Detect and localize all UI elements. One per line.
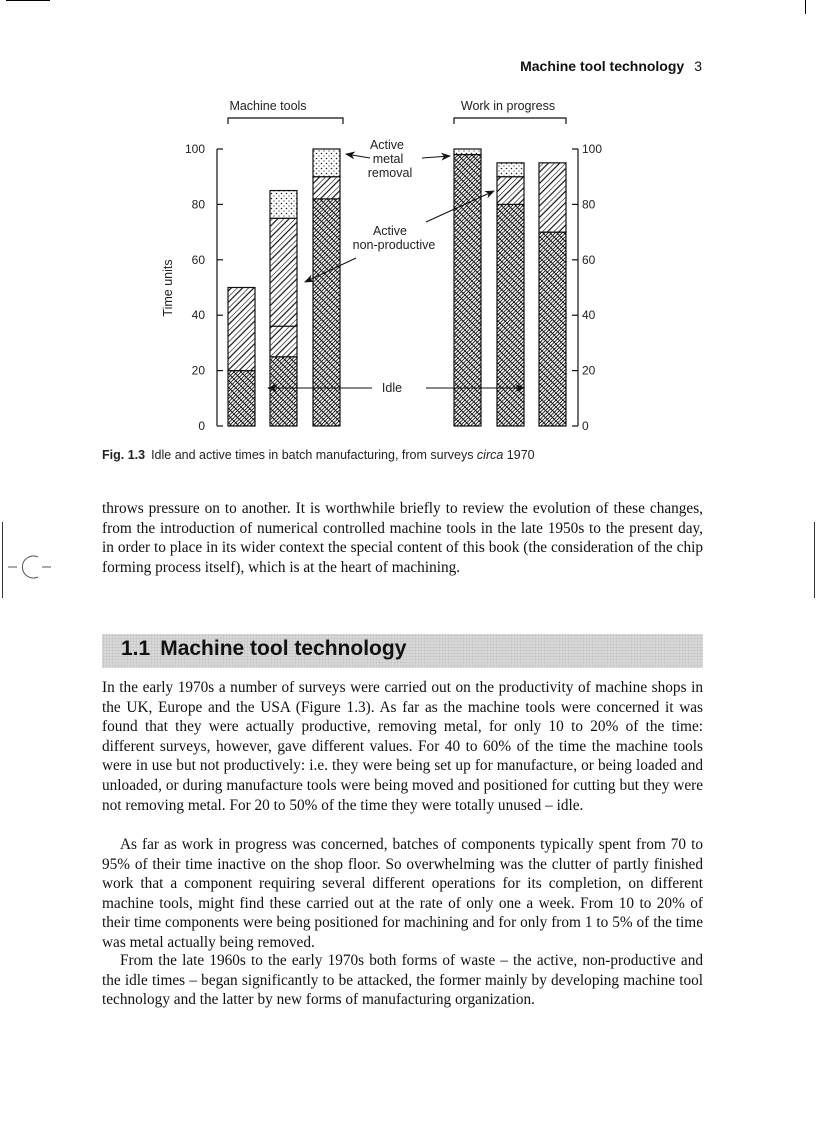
right-tick-label-60: 60 [582, 252, 596, 267]
bar-6-idle [539, 232, 566, 426]
paragraph-1: throws pressure on to another. It is worthwhile briefly to review the evolution of these changes, from the introduction of numerical controlled machine tools in the late 1950s to the present day, in order to place in its wider context the special content of this book (the consideration of the chip forming process itself), which is at the heart of machining. [102, 500, 703, 576]
y-axis-label: Time units [161, 259, 175, 317]
group-label-work-in-progress: Work in progress [460, 99, 556, 113]
bracket-work-in-progress [454, 118, 566, 124]
right-tick-label-0: 0 [582, 419, 589, 433]
section-title: Machine tool technology [160, 637, 407, 660]
bar-2-active-non-productive [270, 218, 297, 357]
section-heading [121, 637, 406, 661]
bar-3-active-non-productive [313, 177, 340, 199]
paragraph-3: As far as work in progress was concerned, batches of components typically spent from 70 to 95% of their time inactive on the shop floor. So overwhelming was the clutter of partly finished work that a component requiring several different operations for its completion, on different machine tools, might find these carried out at the rate of only one a week. From 10 to 20% of their time components were being positioned for machining and for only from 1 to 5% of the time was metal actually being removed. [102, 836, 703, 951]
left-tick-label-0: 0 [198, 419, 205, 433]
right-tick-label-100: 100 [582, 142, 603, 156]
margin-line-left [2, 522, 3, 598]
bar-5-active-non-productive [497, 177, 524, 205]
left-tick-label-80: 80 [191, 197, 205, 212]
right-tick-label-40: 40 [582, 308, 596, 323]
crop-mark-top-left [6, 0, 50, 1]
right-tick-label-80: 80 [582, 197, 596, 212]
right-tick-label-20: 20 [582, 363, 596, 378]
left-tick-label-60: 60 [191, 252, 205, 267]
bar-2-active-metal-removal [270, 191, 297, 219]
caption-text-post: 1970 [503, 448, 535, 462]
margin-line-right [814, 522, 815, 598]
bar-5-idle [497, 204, 524, 426]
crop-mark-top-right [805, 0, 806, 14]
paragraph-4: From the late 1960s to the early 1970s both forms of waste – the active, non-productive and the idle times – began significantly to be attacked, the former mainly by developing machine tool technology and the latter by new forms of manufacturing organization. [102, 952, 703, 1009]
annotation-metal: metal [372, 152, 404, 166]
right-axis-ticks [572, 142, 602, 433]
bar-2-idle [270, 357, 297, 426]
left-tick-label-20: 20 [191, 363, 205, 378]
section-number: 1.1 [121, 637, 151, 660]
bar-5-active-metal-removal [497, 163, 524, 177]
running-head [520, 58, 702, 74]
annotation-active-1: Active [369, 138, 405, 152]
annotation-idle: Idle [381, 381, 403, 395]
figure-number: Fig. 1.3 [102, 448, 146, 462]
bar-3-idle [313, 199, 340, 426]
idle-active-times-chart [150, 92, 620, 437]
bar-3-active-metal-removal [313, 149, 340, 177]
left-tick-label-100: 100 [184, 142, 205, 156]
bar-6-active-non-productive [539, 163, 566, 232]
arrow-metal-left [346, 154, 370, 158]
figure-caption [102, 448, 535, 462]
paragraph-2: In the early 1970s a number of surveys were carried out on the productivity of machine shops in the UK, Europe and the USA (Figure 1.3). As far as the machine tools were concerned it was found that they were actually productive, removing metal, for only 10 to 20% of the time: different surveys, however, gave different values. For 40 to 60% of the time the machine tools were in use but not productively: i.e. they were being set up for manufacture, or being loaded and unloaded, or during manufacture tools were being moved and positioned for cutting but they were not removing metal. For 20 to 50% of the time they were totally unused – idle. [102, 679, 703, 814]
bar-1-active-non-productive [228, 288, 255, 371]
bracket-machine-tools [228, 118, 343, 124]
running-title: Machine tool technology [520, 58, 685, 74]
annotation-active-2: Active [372, 224, 408, 238]
bar-4-active-metal-removal [454, 149, 481, 155]
bar-4-idle [454, 155, 481, 426]
left-tick-label-40: 40 [191, 308, 205, 323]
group-label-machine-tools: Machine tools [229, 99, 307, 113]
arrow-metal-right [422, 156, 450, 158]
bar-1-idle [228, 371, 255, 426]
registration-mark [8, 552, 52, 582]
caption-text-pre: Idle and active times in batch manufacturing, from surveys [151, 448, 477, 462]
page-number: 3 [694, 58, 702, 74]
annotation-non-productive: non-productive [352, 238, 436, 252]
caption-text-italic: circa [476, 448, 504, 462]
figure-1-3 [150, 92, 620, 437]
annotation-removal: removal [367, 166, 413, 180]
